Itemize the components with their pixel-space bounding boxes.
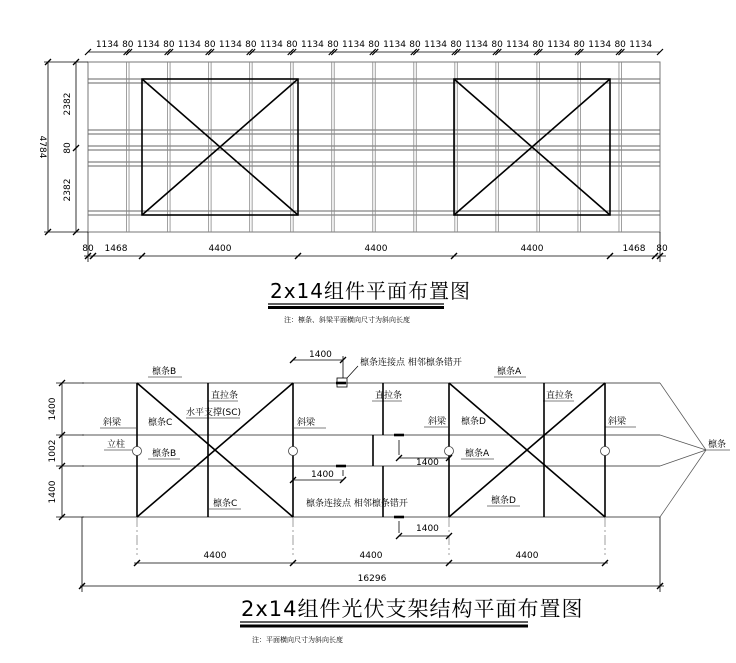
label-joint-top: 檩条连接点 相邻檩条错开 [360,358,462,368]
top-dimension-label: 1134 [300,40,324,50]
label-horizontal-brace: 水平支撑(SC) [186,408,242,418]
brace-bay-right [454,79,610,215]
label-purlin-d-bottom: 檩条D [491,496,516,506]
label-tie-rod-3: 直拉条 [546,391,574,401]
label-rafter-4: 斜梁 [608,417,627,427]
module-layout-plan [37,40,668,324]
left-dimension-lower: 2382 [63,178,73,202]
top-dimension-label: 1134 [95,40,119,50]
label-purlin-c-1: 檩条C [148,418,173,428]
left-total-dimension: 4784 [37,135,47,159]
label-purlin-a-top: 檩条A [497,367,522,377]
bottom-dimension-overhang-left: 1468 [104,244,128,254]
module-grid-horizontal [88,79,660,215]
label-rafter-1: 斜梁 [103,418,122,428]
top-dimension-label: 80 [122,40,134,50]
label-purlin-c-bottom: 檩条C [213,499,238,509]
label-rafter-2: 斜梁 [297,418,316,428]
purlin-joint-marks [336,383,404,517]
label-1400-mid-right: 1400 [416,458,439,468]
label-1400-bottom: 1400 [416,524,439,534]
plan2-left-dimension-middle: 1002 [48,439,58,463]
plan2-left-dimension-upper: 1400 [48,397,58,421]
brace-bay-left [142,79,298,215]
top-dimension-label: 80 [409,40,421,50]
label-column: 立柱 [107,440,126,450]
top-dimension-label: 1134 [547,40,571,50]
top-dimension-label: 80 [573,40,585,50]
top-dimension-label: 1134 [136,40,160,50]
label-tie-rod-2: 直拉条 [375,391,403,401]
plan2-note: 注：平面横向尺寸为斜向长度 [252,636,343,644]
label-rafter-3: 斜梁 [428,417,447,427]
top-dimension-label: 1134 [177,40,201,50]
top-dimension-label: 80 [614,40,626,50]
bottom-dimension-overhang-right: 1468 [622,244,646,254]
top-dimension-label: 1134 [383,40,406,50]
label-purlin-a-mid: 檩条A [465,449,490,459]
label-tie-rod-1: 直拉条 [211,391,239,401]
top-dimension-label: 1134 [218,40,242,50]
top-dimension-label: 80 [327,40,339,50]
top-dimension-label: 1134 [629,40,653,50]
top-dimension-labels [96,40,653,50]
top-dimension-label: 1134 [342,40,365,50]
left-dimension-middle: 80 [63,142,73,154]
bottom-dimension-edge-left: 80 [82,244,94,254]
plan2-bottom-dimension-bay-2: 4400 [359,551,383,561]
plan2-left-dimension-lower: 1400 [48,480,58,504]
top-dimension-label: 80 [491,40,503,50]
plan1-note: 注：檩条、斜梁平面横向尺寸为斜向长度 [284,316,410,324]
module-grid-frame [88,62,660,232]
top-dimension-label: 1134 [424,40,448,50]
joint-leader-top [347,366,358,378]
top-dimension-label: 80 [450,40,462,50]
bottom-dimension-bay-1: 4400 [208,244,232,254]
structure-layout-plan [48,350,730,644]
label-joint-bottom: 檩条连接点 相邻檩条错开 [306,499,408,509]
plan1-title: 2x14组件平面布置图 [270,279,472,303]
top-dimension-label: 80 [368,40,380,50]
column-markers [133,447,610,456]
top-dimension-label: 80 [163,40,175,50]
top-dimension-label: 1134 [465,40,489,50]
purlin-leader-lines [660,383,730,517]
label-purlin-b-mid: 檩条B [152,449,177,459]
top-dimension-label: 1134 [259,40,283,50]
left-dimension-upper: 2382 [63,92,73,116]
plan2-labels [100,350,726,534]
top-dimension-label: 1134 [588,40,612,50]
label-1400-mid-left: 1400 [311,470,334,480]
plan2-title: 2x14组件光伏支架结构平面布置图 [241,597,584,621]
bottom-dimension-edge-right: 80 [656,244,668,254]
bottom-dimension-bay-2: 4400 [364,244,388,254]
plan2-left-dimension-line [56,383,84,517]
plan2-bottom-dimension-bay-3: 4400 [515,551,539,561]
bottom-dimension-bay-3: 4400 [520,244,544,254]
label-purlin-right: 檩条 [708,440,727,450]
plan2-bottom-dimension-bay-1: 4400 [203,551,227,561]
top-dimension-label: 80 [204,40,216,50]
label-purlin-b-top: 檩条B [152,367,177,377]
label-purlin-d-1: 檩条D [461,417,486,427]
top-dimension-label: 80 [245,40,257,50]
plan2-total-dimension: 16296 [357,574,387,584]
rafter-extension-lines [137,517,605,555]
module-grid-vertical [127,62,622,232]
top-dimension-label: 80 [532,40,544,50]
top-dimension-label: 80 [286,40,298,50]
label-1400-top: 1400 [309,350,332,360]
top-dimension-label: 1134 [506,40,530,50]
